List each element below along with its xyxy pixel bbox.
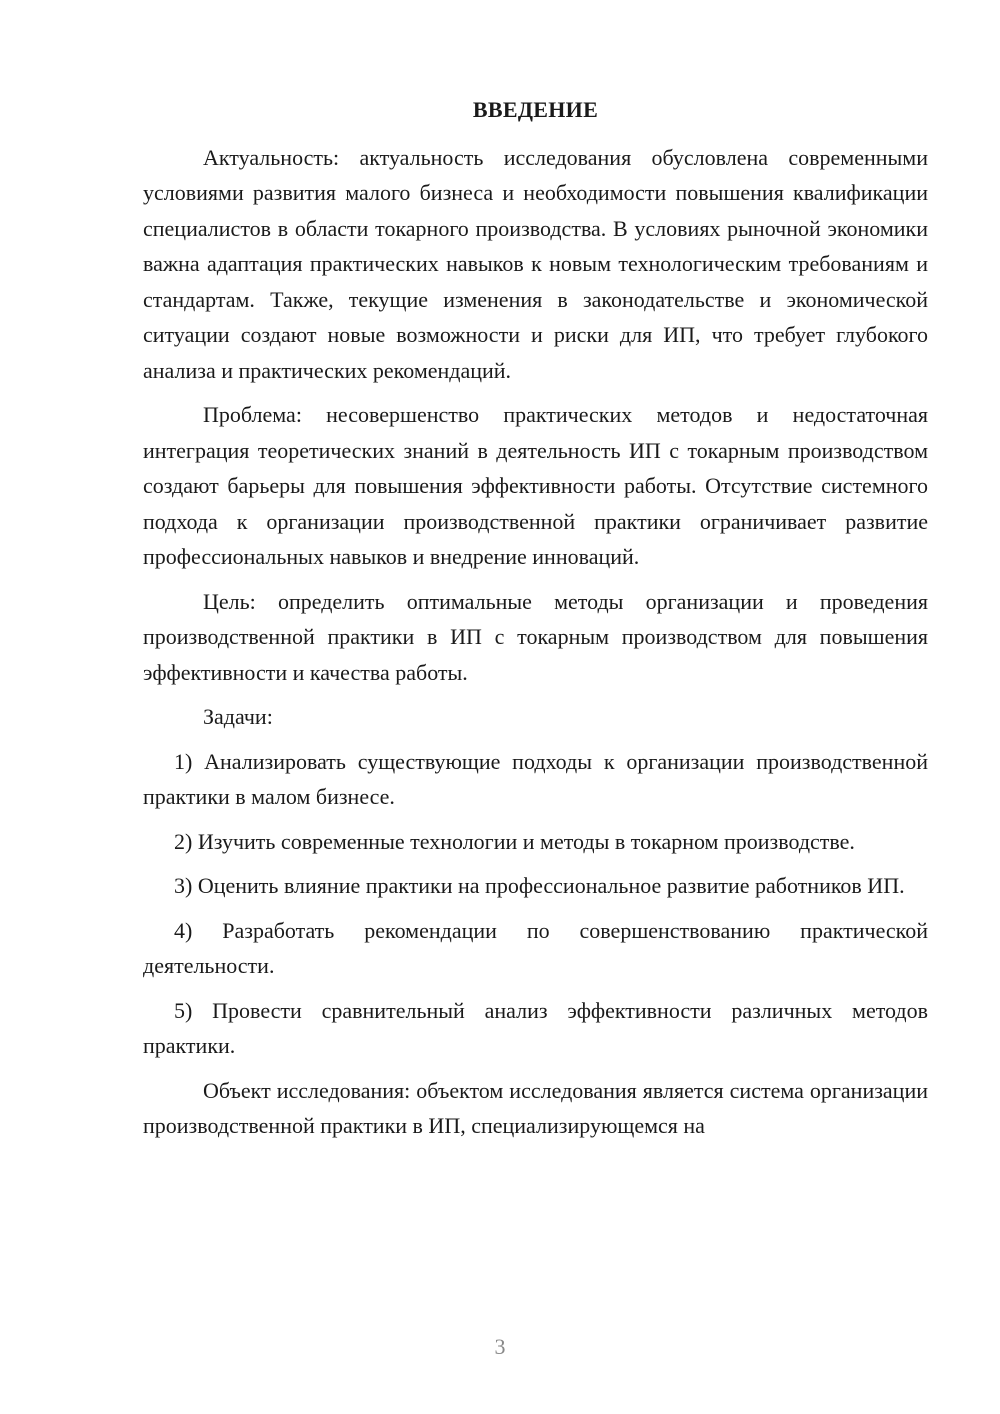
section-heading: ВВЕДЕНИЕ [472,97,599,122]
task-item-5: 5) Провести сравнительный анализ эффективности различных методов практики. [143,997,928,1058]
paragraph-goal: Цель: определить оптимальные методы организации и проведения производственной практики в ИП с токарным производством для повышения эффективности и качества работы. [143,588,928,685]
document-page [143,92,928,1153]
task-item-2: 2) Изучить современные технологии и методы в токарном производстве. [174,828,855,854]
task-item-3: 3) Оценить влияние практики на профессиональное развитие работников ИП. [174,873,905,898]
paragraph-tasks-label: Задачи: [203,704,273,729]
task-item-4: 4) Разработать рекомендации по совершенствованию практической деятельности. [143,917,928,978]
task-item-1: 1) Анализировать существующие подходы к организации производственной практики в малом бизнесе. [143,748,928,809]
paragraph-actuality: Актуальность: актуальность исследования обусловлена современными условиями развития малого бизнеса и необходимости повышения квалификации специалистов в области токарного производства. В условиях рыночной экономики важна адаптация практических навыков к новым технологическим требованиям и стандартам. Также, текущие изменения в законодательстве и экономической ситуации создают новые возможности и риски для ИП, что требует глубокого анализа и практических рекомендаций. [143,144,928,383]
paragraph-problem: Проблема: несовершенство практических методов и недостаточная интеграция теоретических знаний в деятельность ИП с токарным производством создают барьеры для повышения эффективности работы. Отсутствие системного подхода к организации производственной практики ограничивает развитие профессиональных навыков и внедрение инноваций. [143,402,928,569]
page-number: 3 [494,1334,506,1359]
paragraph-object: Объект исследования: объектом исследования является система организации производственной практики в ИП, специализирующемся на [143,1077,928,1138]
